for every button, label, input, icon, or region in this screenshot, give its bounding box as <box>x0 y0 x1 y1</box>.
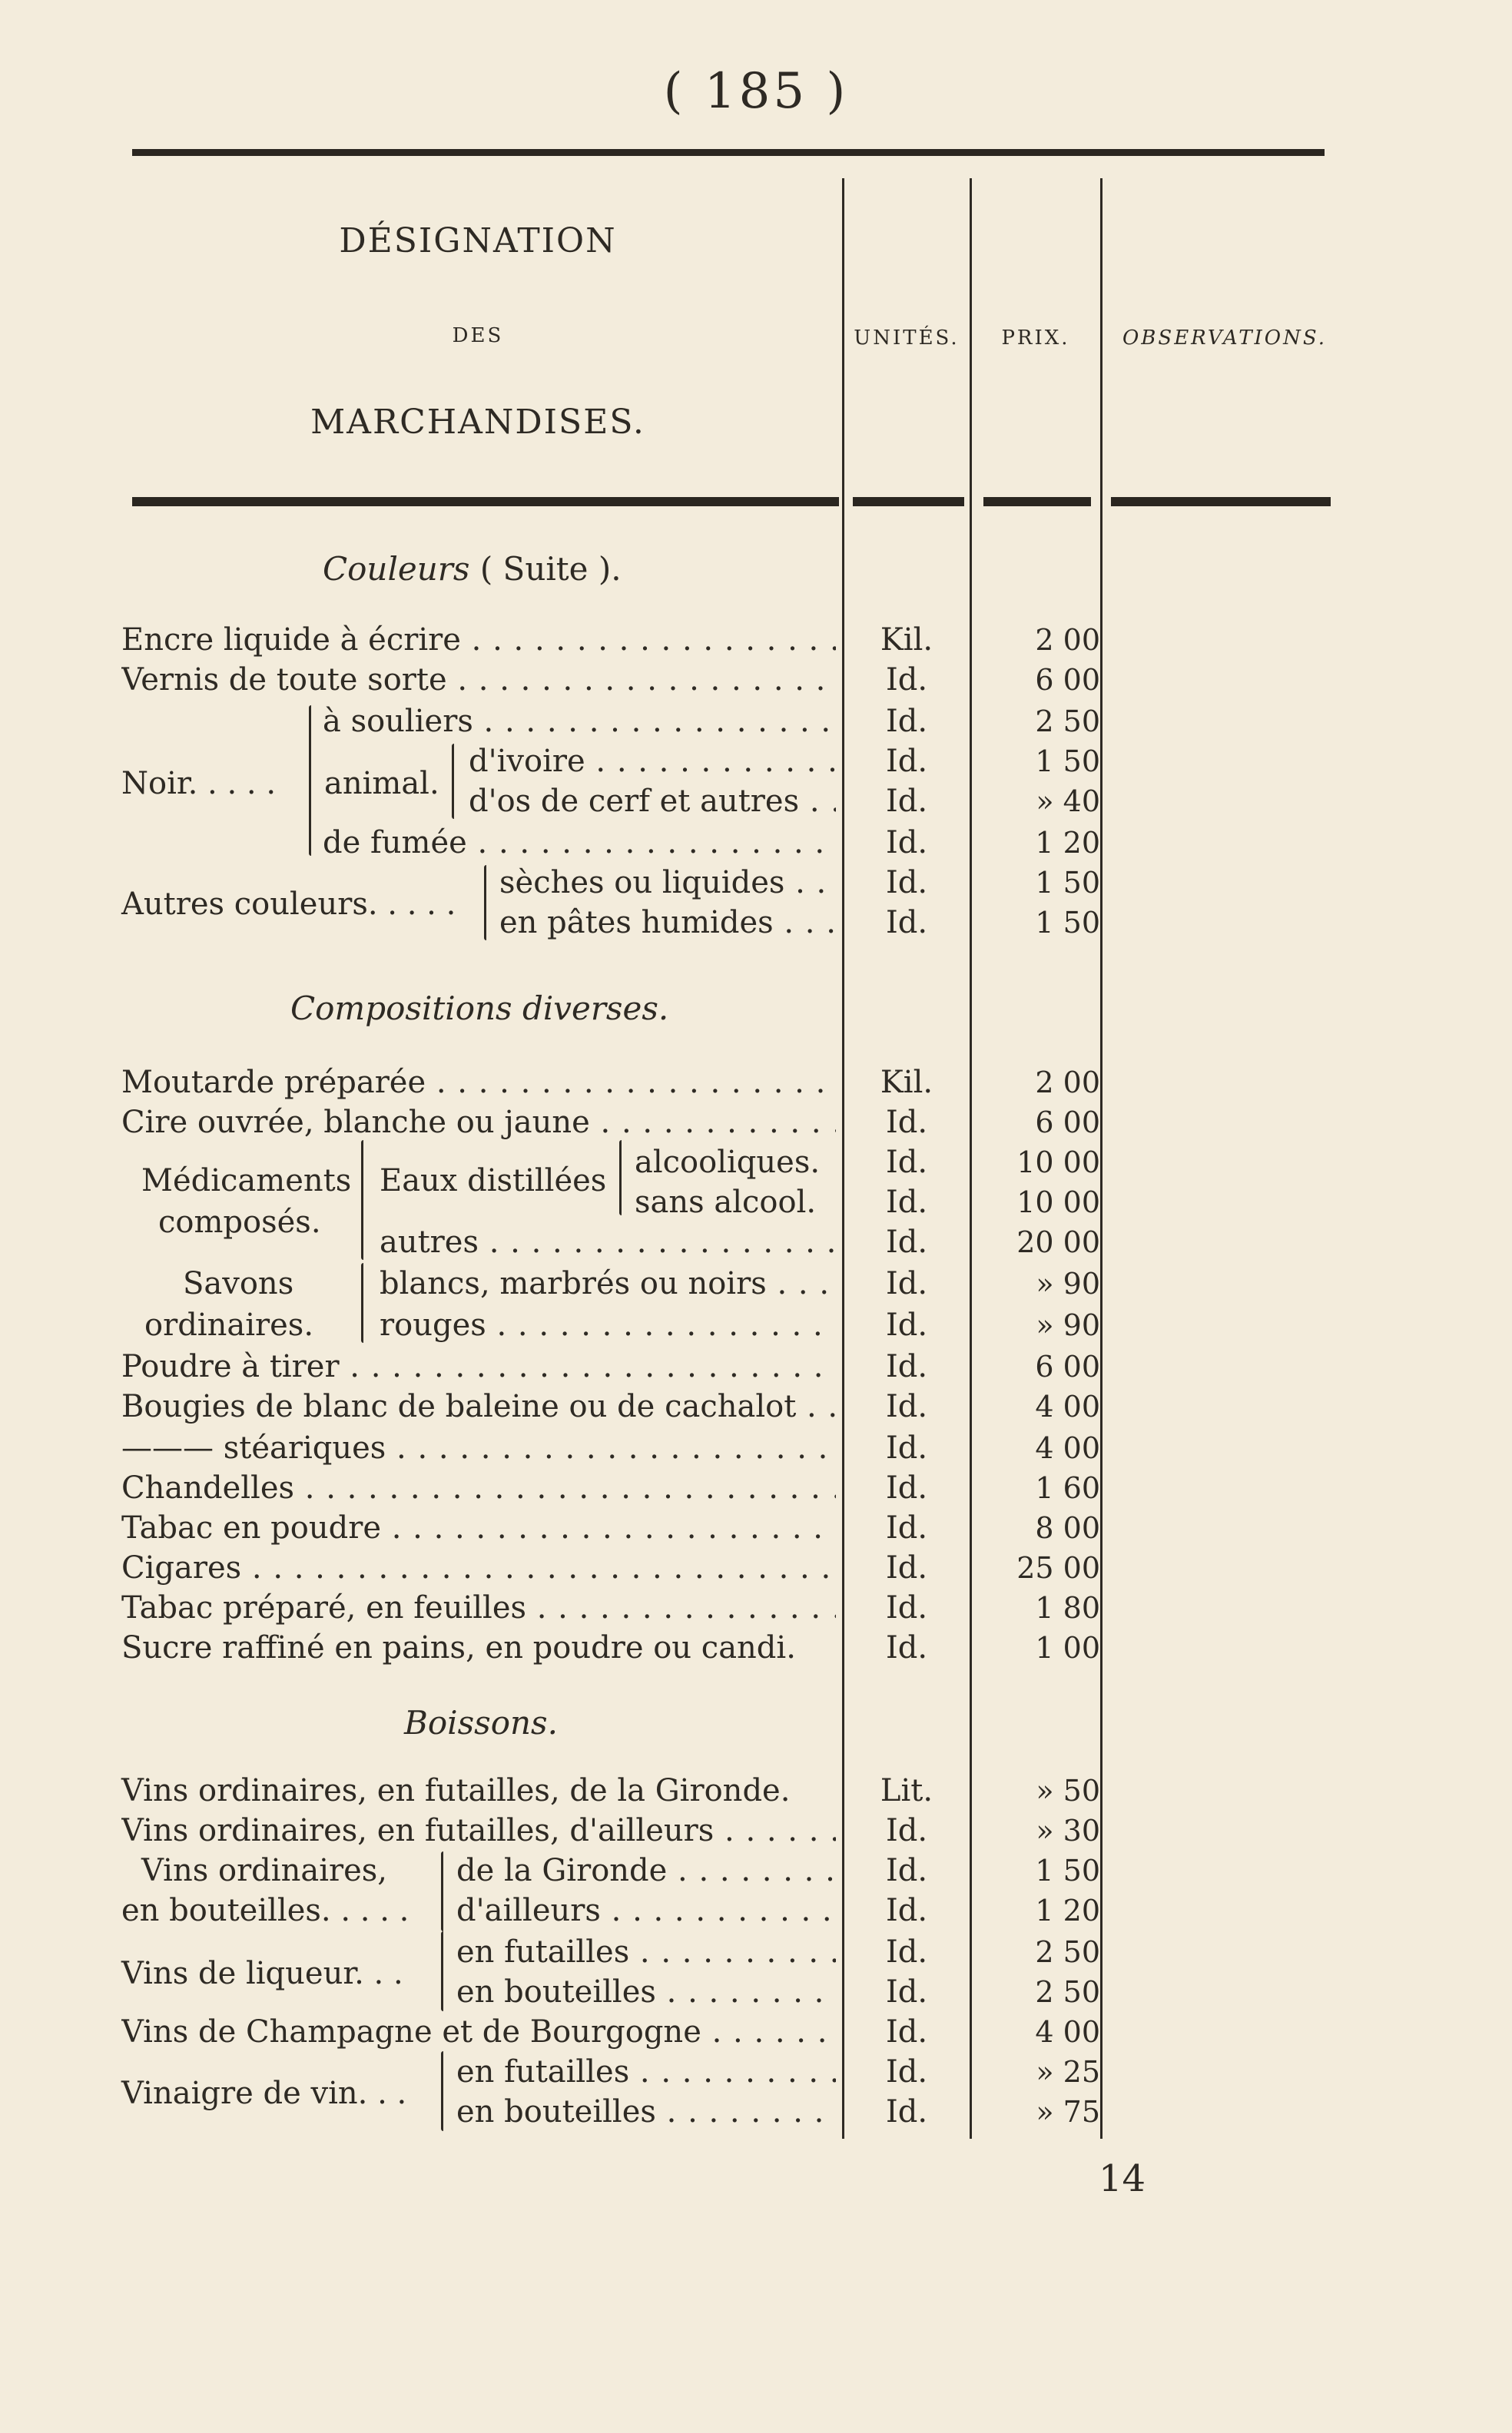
table-row <box>0 702 1512 741</box>
row-label: en bouteilles . . . <box>456 1973 836 2011</box>
row-price: 25 00 <box>1016 1551 1100 1585</box>
section-boissons: Boissons. <box>404 1704 558 1742</box>
row-price: 1 00 <box>1035 1631 1100 1665</box>
row-unit: Kil. <box>880 622 933 658</box>
table-row <box>0 1629 1512 1667</box>
header-marchandises: MARCHANDISES. <box>310 403 645 442</box>
row-unit: Id. <box>885 2054 928 2090</box>
row-unit: Id. <box>885 1185 928 1220</box>
row-label: en bouteilles . . . <box>456 2093 836 2131</box>
row-label: Moutarde préparée . . . <box>121 1063 836 1102</box>
table-row <box>0 1589 1512 1627</box>
row-unit: Id. <box>885 1349 928 1384</box>
row-unit: Id. <box>885 905 928 940</box>
row-price: 4 00 <box>1035 2015 1100 2049</box>
header-rule-price <box>983 497 1091 506</box>
table-row <box>0 1469 1512 1507</box>
table-row <box>0 2093 1512 2131</box>
table-row <box>0 1103 1512 1142</box>
row-price: » 90 <box>1036 1267 1100 1301</box>
group-savons-1: Savons <box>183 1266 294 1301</box>
row-unit: Id. <box>885 784 928 819</box>
table-row <box>0 621 1512 659</box>
group-medicaments-2: composés. <box>158 1205 321 1240</box>
row-label: d'ailleurs . . . <box>456 1891 836 1930</box>
row-label: Chandelles . . . <box>121 1469 836 1507</box>
row-unit: Id. <box>885 662 928 698</box>
row-price: 1 80 <box>1035 1591 1100 1625</box>
row-unit: Kil. <box>880 1065 933 1100</box>
row-label: de la Gironde . . . <box>456 1851 836 1890</box>
group-medicaments-1: Médicaments <box>141 1163 352 1198</box>
header-des: DES <box>452 324 504 347</box>
row-unit: Id. <box>885 2094 928 2130</box>
table-row <box>0 1306 1512 1344</box>
row-price: 4 00 <box>1035 1390 1100 1424</box>
row-label: à souliers . . . <box>323 702 836 741</box>
table-row <box>0 782 1512 820</box>
table-row <box>0 824 1512 862</box>
row-label: Vins ordinaires, en futailles, de la Gironde. <box>121 1773 791 1808</box>
row-label: Tabac en poudre . . . <box>121 1509 836 1547</box>
row-label: Vins ordinaires, en futailles, d'ailleurs . . . <box>121 1811 836 1850</box>
group-eaux-distillees: Eaux distillées <box>380 1163 607 1198</box>
footer-signature: 14 <box>1099 2157 1146 2200</box>
row-price: 10 00 <box>1016 1145 1100 1179</box>
row-price: 1 20 <box>1035 1894 1100 1928</box>
row-unit: Id. <box>885 704 928 739</box>
row-price: 2 50 <box>1035 1935 1100 1969</box>
row-label: Bougies de blanc de baleine ou de cachalot . . . <box>121 1387 836 1426</box>
header-observations: OBSERVATIONS. <box>1122 326 1328 350</box>
group-vins-bouteilles-2: en bouteilles. . . . . <box>121 1893 410 1928</box>
row-price: 1 60 <box>1035 1471 1100 1505</box>
row-unit: Id. <box>885 1470 928 1506</box>
row-unit: Id. <box>885 1974 928 2010</box>
header-rule-designation <box>132 497 839 506</box>
top-rule <box>132 149 1325 156</box>
row-label: en futailles . . . <box>456 2053 836 2091</box>
table-row <box>0 742 1512 781</box>
table-row <box>0 1851 1512 1890</box>
table-row <box>0 2053 1512 2091</box>
row-label: Poudre à tirer . . . <box>121 1347 836 1386</box>
row-label: Cigares . . . <box>121 1549 836 1587</box>
row-unit: Id. <box>885 1430 928 1466</box>
row-label: alcooliques. <box>635 1145 821 1180</box>
table-row <box>0 903 1512 942</box>
row-price: » 90 <box>1036 1308 1100 1342</box>
row-unit: Id. <box>885 2014 928 2050</box>
row-unit: Id. <box>885 1630 928 1666</box>
row-unit: Id. <box>885 825 928 860</box>
row-unit: Id. <box>885 1934 928 1970</box>
table-row <box>0 1429 1512 1467</box>
table-row <box>0 1811 1512 1850</box>
row-price: 1 50 <box>1035 1854 1100 1888</box>
row-label: d'ivoire . . . <box>469 742 836 781</box>
group-animal: animal. <box>324 766 439 801</box>
row-price: 1 50 <box>1035 906 1100 940</box>
table-row <box>0 1891 1512 1930</box>
group-vins-bouteilles-1: Vins ordinaires, <box>141 1853 388 1888</box>
row-price: » 30 <box>1036 1814 1100 1848</box>
table-row <box>0 1387 1512 1426</box>
row-price: 6 00 <box>1035 1105 1100 1139</box>
section-couleurs-title: Couleurs <box>323 550 470 588</box>
row-label: blancs, marbrés ou noirs . . . <box>380 1265 836 1303</box>
row-price: » 50 <box>1036 1774 1100 1808</box>
table-row <box>0 1265 1512 1303</box>
group-savons-2: ordinaires. <box>144 1308 314 1343</box>
row-label: Cire ouvrée, blanche ou jaune . . . <box>121 1103 836 1142</box>
section-couleurs-suffix: ( Suite ). <box>479 550 622 588</box>
header-rule-observations <box>1111 497 1331 506</box>
table-row <box>0 1063 1512 1102</box>
row-unit: Id. <box>885 1893 928 1928</box>
row-label: sans alcool. <box>635 1185 817 1220</box>
table-row <box>0 1143 1512 1182</box>
page-number: ( 185 ) <box>663 63 849 120</box>
row-price: 1 50 <box>1035 744 1100 778</box>
row-price: 2 00 <box>1035 1066 1100 1099</box>
row-price: 1 50 <box>1035 866 1100 900</box>
row-unit: Id. <box>885 1105 928 1140</box>
row-price: 2 50 <box>1035 1975 1100 2009</box>
row-price: 10 00 <box>1016 1185 1100 1219</box>
row-unit: Id. <box>885 1308 928 1343</box>
row-price: 6 00 <box>1035 1350 1100 1384</box>
table-row <box>0 1223 1512 1261</box>
row-unit: Id. <box>885 865 928 900</box>
table-row <box>0 1183 1512 1221</box>
header-units: UNITÉS. <box>854 326 960 350</box>
row-price: » 40 <box>1036 784 1100 818</box>
row-price: 20 00 <box>1016 1225 1100 1259</box>
row-price: 8 00 <box>1035 1511 1100 1545</box>
row-label: Encre liquide à écrire . . . <box>121 621 836 659</box>
table-row <box>0 1772 1512 1810</box>
row-unit: Id. <box>885 1550 928 1586</box>
row-price: 1 20 <box>1035 826 1100 860</box>
row-label: Vins de Champagne et de Bourgogne . . . <box>121 2013 836 2051</box>
section-couleurs <box>323 550 622 588</box>
row-label: en futailles . . . <box>456 1933 836 1971</box>
section-compositions: Compositions diverses. <box>290 989 669 1027</box>
table-row <box>0 2013 1512 2051</box>
row-label: rouges . . . <box>380 1306 836 1344</box>
table-row <box>0 863 1512 902</box>
row-price: 2 50 <box>1035 704 1100 738</box>
row-label: en pâtes humides . . . <box>499 903 836 942</box>
header-designation: DÉSIGNATION <box>339 221 617 260</box>
header-rule-units <box>853 497 964 506</box>
row-price: 4 00 <box>1035 1431 1100 1465</box>
table-row <box>0 661 1512 699</box>
row-unit: Id. <box>885 1510 928 1546</box>
table-row <box>0 1509 1512 1547</box>
group-autres-couleurs: Autres couleurs. . . . . <box>121 887 456 922</box>
row-label: ——— stéariques . . . <box>121 1429 836 1467</box>
row-unit: Id. <box>885 1853 928 1888</box>
table-row <box>0 1347 1512 1386</box>
group-noir: Noir. . . . . <box>121 766 277 801</box>
row-label: Vernis de toute sorte . . . <box>121 661 836 699</box>
group-vins-liqueur: Vins de liqueur. . . <box>121 1956 403 1991</box>
row-label: sèches ou liquides . . . <box>499 863 836 902</box>
table-row <box>0 1549 1512 1587</box>
header-price: PRIX. <box>1001 326 1070 350</box>
row-unit: Id. <box>885 744 928 779</box>
table-row <box>0 1973 1512 2011</box>
row-label: de fumée . . . <box>323 824 836 862</box>
row-price: 2 00 <box>1035 623 1100 657</box>
row-unit: Id. <box>885 1813 928 1848</box>
row-label: Sucre raffiné en pains, en poudre ou candi. <box>121 1630 796 1666</box>
row-unit: Id. <box>885 1266 928 1301</box>
row-unit: Id. <box>885 1225 928 1260</box>
row-unit: Lit. <box>880 1773 933 1808</box>
row-label: autres . . . <box>380 1223 836 1261</box>
row-price: » 25 <box>1036 2055 1100 2089</box>
row-label: Tabac préparé, en feuilles . . . <box>121 1589 836 1627</box>
row-unit: Id. <box>885 1590 928 1626</box>
row-unit: Id. <box>885 1389 928 1424</box>
row-label: d'os de cerf et autres . . . <box>469 782 836 820</box>
row-price: 6 00 <box>1035 663 1100 697</box>
row-unit: Id. <box>885 1145 928 1180</box>
table-row <box>0 1933 1512 1971</box>
row-price: » 75 <box>1036 2095 1100 2129</box>
group-vinaigre: Vinaigre de vin. . . <box>121 2076 407 2111</box>
